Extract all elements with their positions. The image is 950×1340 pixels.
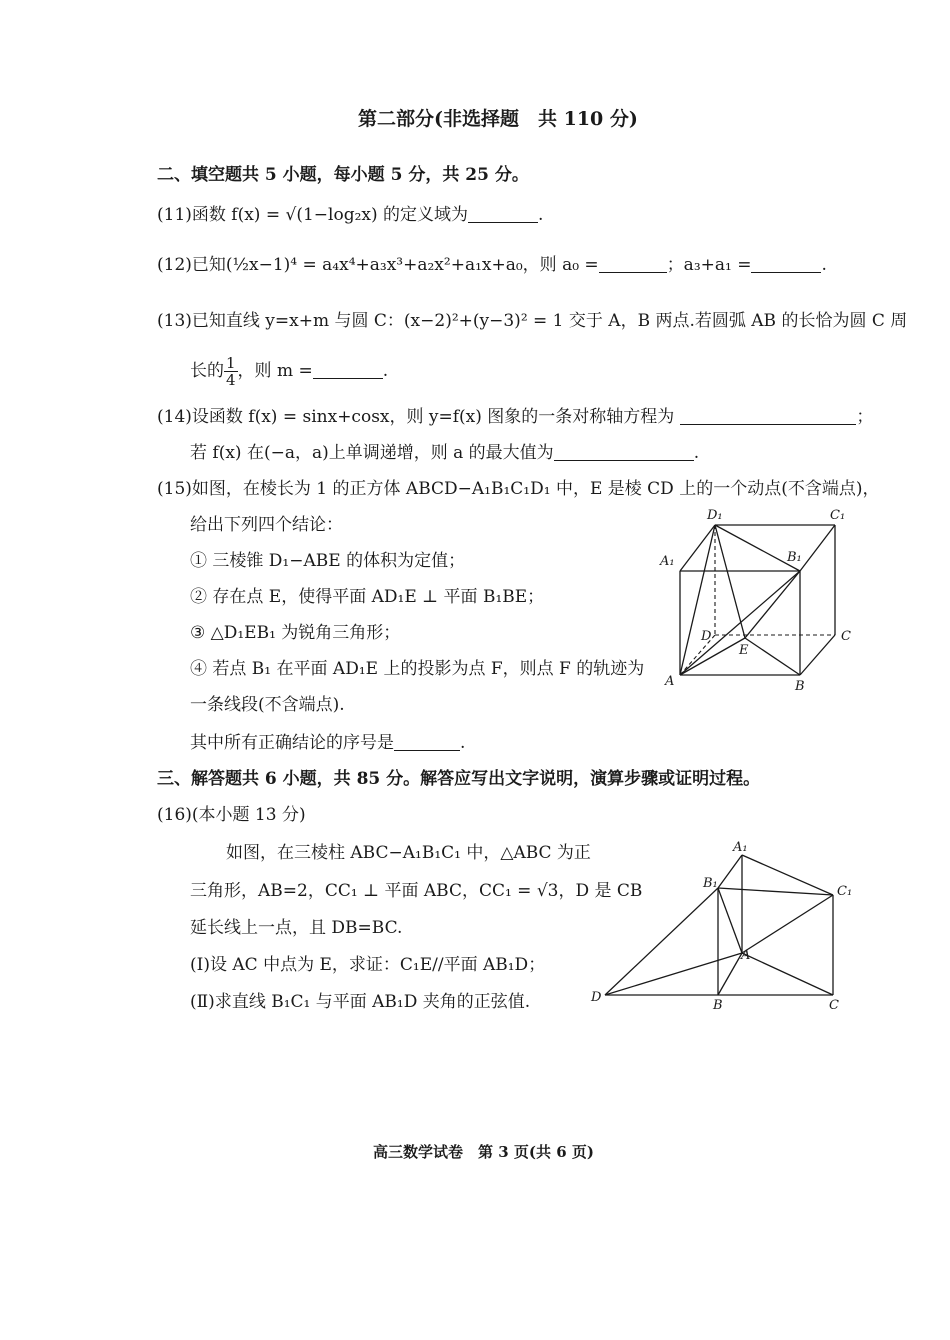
q13-text-a: 长的 <box>190 361 224 381</box>
cube-figure <box>655 505 865 700</box>
conclusion-3: ③ △D₁EB₁ 为锐角三角形； <box>190 623 401 643</box>
q16-part2: (Ⅱ)求直线 B₁C₁ 与平面 AB₁D 夹角的正弦值. <box>190 992 531 1012</box>
answer-blank <box>751 256 821 273</box>
q16-part1: (Ⅰ)设 AC 中点为 E，求证：C₁E//平面 AB₁D； <box>190 955 546 975</box>
label-B1: B₁ <box>787 550 802 565</box>
fraction-numerator: 1 <box>226 354 236 372</box>
question-14-line1: (14)设函数 f(x) = sinx+cosx，则 y=f(x) 图象的一条对称轴方程为 ； <box>157 407 874 427</box>
q11-text: (11)函数 f(x) = √(1−log₂x) 的定义域为 <box>157 205 469 225</box>
section2-heading: 二、填空题共 5 小题，每小题 5 分，共 25 分。 <box>157 165 529 185</box>
q16-para1: 如图，在三棱柱 ABC−A₁B₁C₁ 中，△ABC 为正 <box>226 843 591 863</box>
q12-text: (12)已知(½x−1)⁴ = a₄x⁴+a₃x³+a₂x²+a₁x+a₀，则 a₀ = <box>157 255 599 275</box>
label-C: C <box>829 998 839 1013</box>
q14-text2: 若 f(x) 在(−a，a)上单调递增，则 a 的最大值为 <box>190 443 554 463</box>
answer-blank <box>599 256 667 273</box>
question-15-line2: 给出下列四个结论： <box>190 515 343 535</box>
answer-blank <box>554 444 694 461</box>
question-11: (11)函数 f(x) = √(1−log₂x) 的定义域为 . <box>157 205 544 225</box>
label-D: D <box>701 629 712 644</box>
section3-heading: 三、解答题共 6 小题，共 85 分。解答应写出文字说明，演算步骤或证明过程。 <box>157 769 761 789</box>
page-footer: 高三数学试卷 第 3 页(共 6 页) <box>373 1143 594 1161</box>
label-D: D <box>591 990 602 1005</box>
fraction <box>224 355 238 388</box>
prism-figure <box>585 835 855 1015</box>
label-C1: C₁ <box>830 508 846 523</box>
fraction-denominator: 4 <box>226 371 236 389</box>
label-D1: D₁ <box>707 508 723 523</box>
label-A: A <box>665 674 675 689</box>
q16-para3: 延长线上一点，且 DB=BC. <box>190 918 403 938</box>
answer-blank <box>680 408 856 425</box>
q13-text-b: ，则 m = <box>237 361 313 381</box>
conclusion-4-cont: 一条线段(不含端点). <box>190 695 345 715</box>
q16-para2: 三角形，AB=2，CC₁ ⊥ 平面 ABC，CC₁ = √3，D 是 CB <box>190 881 643 901</box>
q15-ask-text: 其中所有正确结论的序号是 <box>190 733 394 753</box>
question-13-line2: 长的 $\frac{1}{4}$ ，则 m = . <box>190 354 389 389</box>
label-B: B <box>713 998 723 1013</box>
question-14-line2: 若 f(x) 在(−a，a)上单调递增，则 a 的最大值为 . <box>190 443 700 463</box>
conclusion-1: ① 三棱锥 D₁−ABE 的体积为定值； <box>190 551 466 571</box>
label-E: E <box>739 643 749 658</box>
answer-blank <box>468 206 538 223</box>
answer-blank <box>313 362 383 379</box>
question-13-line1: (13)已知直线 y=x+m 与圆 C：(x−2)²+(y−3)² = 1 交于 A，B 两点.若圆弧 AB 的长恰为圆 C 周 <box>157 311 908 331</box>
label-C: C <box>841 629 851 644</box>
question-16-head: (16)(本小题 13 分) <box>157 805 306 825</box>
label-B: B <box>795 679 805 694</box>
label-A1: A₁ <box>733 840 748 855</box>
label-A1: A₁ <box>660 554 675 569</box>
label-B1: B₁ <box>703 876 718 891</box>
question-15-ask: 其中所有正确结论的序号是 . <box>190 733 466 753</box>
part-title: 第二部分(非选择题 共 110 分) <box>358 108 638 130</box>
q14-text1: (14)设函数 f(x) = sinx+cosx，则 y=f(x) 图象的一条对称轴方程为 <box>157 407 675 427</box>
question-12: (12)已知(½x−1)⁴ = a₄x⁴+a₃x³+a₂x²+a₁x+a₀，则 a₀ = ；a₃+a₁ = . <box>157 255 827 275</box>
conclusion-2: ② 存在点 E，使得平面 AD₁E ⊥ 平面 B₁BE； <box>190 587 545 607</box>
q12-text2: ；a₃+a₁ = <box>666 255 752 275</box>
conclusion-4: ④ 若点 B₁ 在平面 AD₁E 上的投影为点 F，则点 F 的轨迹为 <box>190 659 645 679</box>
question-15-line1: (15)如图，在棱长为 1 的正方体 ABCD−A₁B₁C₁D₁ 中，E 是棱 CD 上的一个动点(不含端点)， <box>157 479 880 499</box>
answer-blank <box>394 734 460 751</box>
label-C1: C₁ <box>837 884 853 899</box>
label-A: A <box>741 948 751 963</box>
